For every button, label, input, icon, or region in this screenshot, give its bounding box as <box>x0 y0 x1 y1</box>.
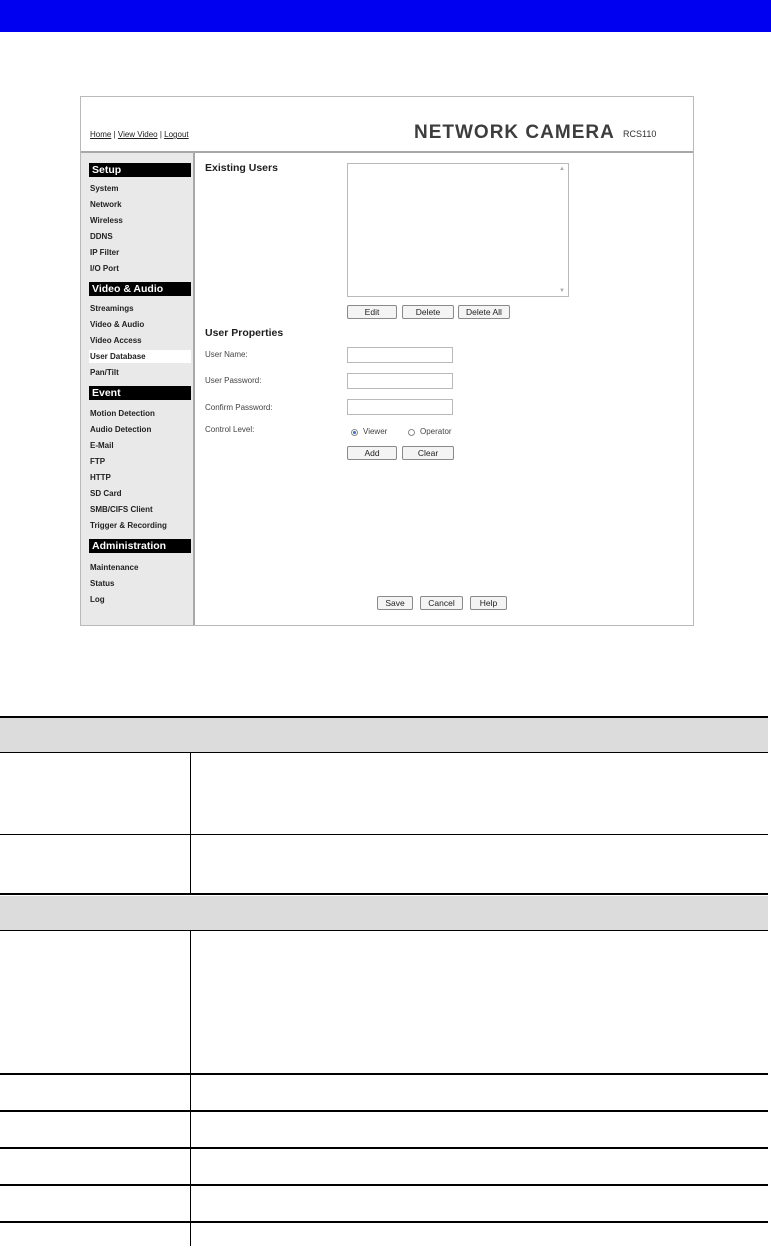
sidebar-item-log[interactable]: Log <box>90 595 105 604</box>
sidebar-item-email[interactable]: E-Mail <box>90 441 114 450</box>
table-rule <box>0 1184 768 1186</box>
user-properties-heading: User Properties <box>205 327 284 339</box>
sidebar-item-ip-filter[interactable]: IP Filter <box>90 248 120 257</box>
description-table <box>0 716 770 1246</box>
scroll-down-icon[interactable]: ▼ <box>559 288 565 294</box>
operator-radio[interactable] <box>408 429 415 436</box>
sidebar-item-status[interactable]: Status <box>90 579 115 588</box>
sidebar-item-sd-card[interactable]: SD Card <box>90 489 122 498</box>
sidebar-item-system[interactable]: System <box>90 184 119 193</box>
logout-link[interactable]: Logout <box>164 130 189 139</box>
sidebar-item-smb-cifs-client[interactable]: SMB/CIFS Client <box>90 505 153 514</box>
brand-title: NETWORK CAMERA <box>414 122 615 143</box>
existing-users-list[interactable] <box>347 163 569 297</box>
sidebar-item-streamings[interactable]: Streamings <box>90 304 134 313</box>
confirm-password-field[interactable] <box>347 399 453 415</box>
help-button[interactable]: Help <box>470 596 507 610</box>
edit-button[interactable]: Edit <box>347 305 397 319</box>
section-event: Event <box>89 386 191 400</box>
viewer-radio-label: Viewer <box>363 427 388 436</box>
main-content <box>195 153 693 625</box>
delete-button[interactable]: Delete <box>402 305 454 319</box>
top-blue-bar <box>0 0 771 32</box>
table-rule <box>0 930 768 931</box>
user-password-field[interactable] <box>347 373 453 389</box>
table-section-header <box>0 718 768 753</box>
top-links <box>90 130 189 139</box>
section-setup: Setup <box>89 163 191 177</box>
table-rule <box>0 1221 768 1223</box>
user-name-field[interactable] <box>347 347 453 363</box>
view-video-link[interactable]: View Video <box>117 130 158 139</box>
table-column-divider <box>190 753 191 893</box>
section-administration: Administration <box>89 539 191 553</box>
sidebar-item-http[interactable]: HTTP <box>90 473 111 482</box>
add-button[interactable]: Add <box>347 446 397 460</box>
sidebar-item-audio-detection[interactable]: Audio Detection <box>90 425 152 434</box>
table-rule <box>0 752 768 753</box>
clear-button[interactable]: Clear <box>402 446 454 460</box>
table-section-header <box>0 896 768 931</box>
confirm-password-label: Confirm Password: <box>205 403 273 412</box>
settings-screenshot <box>80 96 694 626</box>
sidebar-item-video-audio[interactable]: Video & Audio <box>90 320 145 329</box>
model-name: RCS110 <box>623 129 657 139</box>
link-separator: | <box>111 130 118 139</box>
sidebar-item-io-port[interactable]: I/O Port <box>90 264 119 273</box>
sidebar-item-network[interactable]: Network <box>90 200 122 209</box>
sidebar-item-ftp[interactable]: FTP <box>90 457 106 466</box>
sidebar-item-wireless[interactable]: Wireless <box>90 216 123 225</box>
existing-users-heading: Existing Users <box>205 162 278 174</box>
sidebar-item-pan-tilt[interactable]: Pan/Tilt <box>90 368 119 377</box>
sidebar-item-user-database[interactable]: User Database <box>89 350 191 363</box>
table-column-divider <box>190 931 191 1246</box>
table-rule <box>0 893 768 895</box>
cancel-button[interactable]: Cancel <box>420 596 463 610</box>
user-name-label: User Name: <box>205 350 248 359</box>
sidebar <box>81 153 195 625</box>
table-rule <box>0 1110 768 1112</box>
sidebar-item-ddns[interactable]: DDNS <box>90 232 113 241</box>
sidebar-item-motion-detection[interactable]: Motion Detection <box>90 409 155 418</box>
page-header <box>81 97 693 153</box>
user-password-label: User Password: <box>205 376 262 385</box>
section-video-audio: Video & Audio <box>89 282 191 296</box>
link-separator: | <box>157 130 165 139</box>
table-rule <box>0 1147 768 1149</box>
viewer-radio[interactable] <box>351 429 358 436</box>
delete-all-button[interactable]: Delete All <box>458 305 510 319</box>
save-button[interactable]: Save <box>377 596 413 610</box>
sidebar-item-trigger-recording[interactable]: Trigger & Recording <box>90 521 167 530</box>
table-rule <box>0 1073 768 1075</box>
table-rule <box>0 834 768 835</box>
sidebar-item-video-access[interactable]: Video Access <box>90 336 142 345</box>
home-link[interactable]: Home <box>90 130 112 139</box>
table-rule <box>0 716 768 718</box>
control-level-label: Control Level: <box>205 425 255 434</box>
scroll-up-icon[interactable]: ▲ <box>559 166 565 172</box>
sidebar-item-maintenance[interactable]: Maintenance <box>90 563 139 572</box>
operator-radio-label: Operator <box>420 427 452 436</box>
